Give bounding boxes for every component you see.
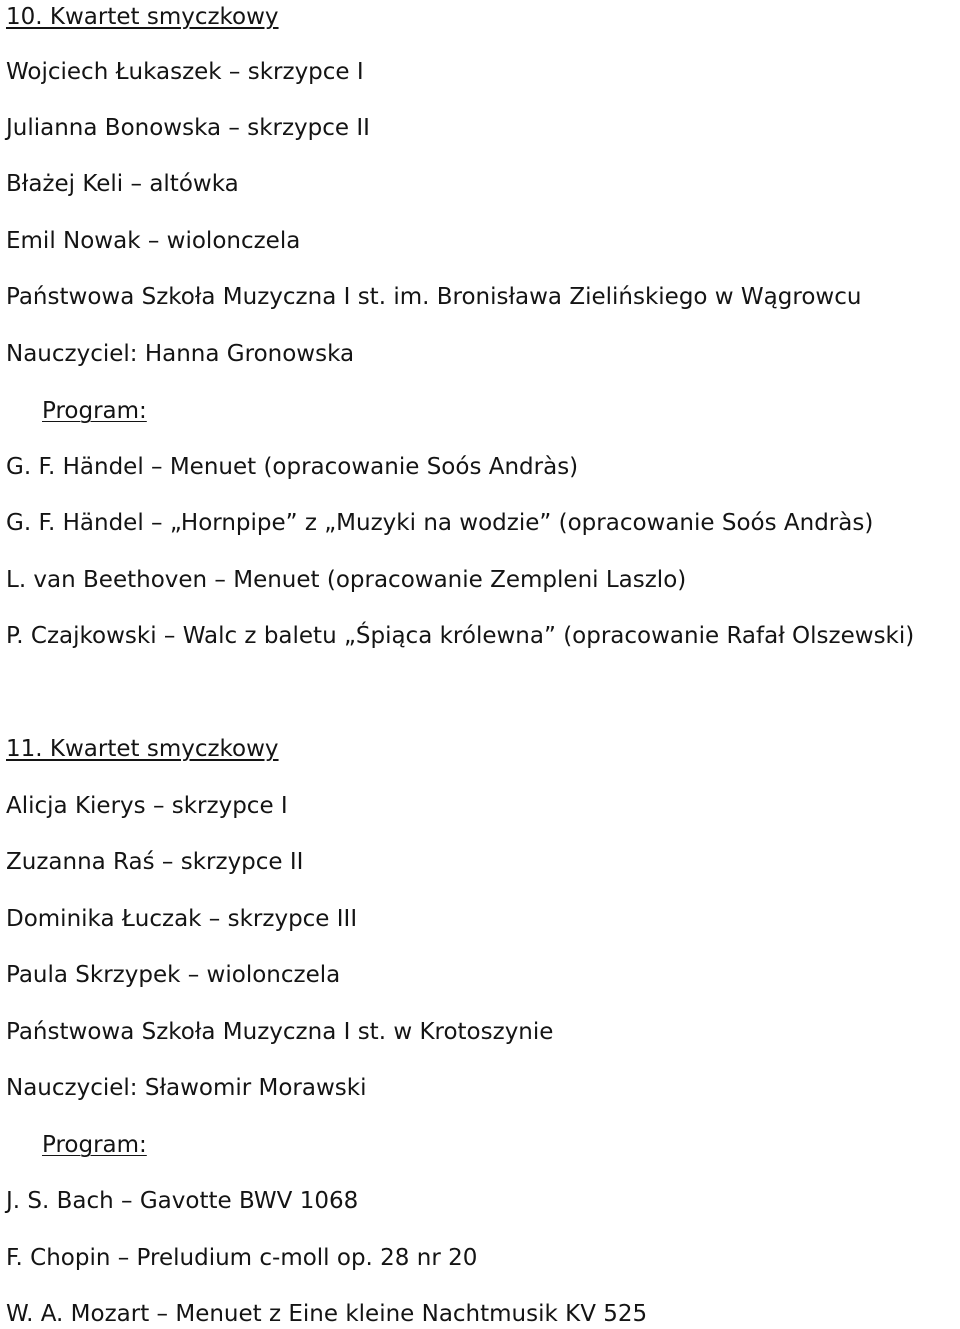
section-10-member-4: Emil Nowak – wiolonczela xyxy=(6,228,301,254)
section-11-member-2: Zuzanna Raś – skrzypce II xyxy=(6,849,304,875)
section-10-program-label: Program: xyxy=(42,398,147,424)
section-11-program-item-2: F. Chopin – Preludium c-moll op. 28 nr 20 xyxy=(6,1245,478,1271)
section-10-program-item-3: L. van Beethoven – Menuet (opracowanie Zempleni Laszlo) xyxy=(6,567,687,593)
section-11-program-item-1: J. S. Bach – Gavotte BWV 1068 xyxy=(6,1188,359,1214)
section-10-program-item-4: P. Czajkowski – Walc z baletu „Śpiąca królewna” (opracowanie Rafał Olszewski) xyxy=(6,623,915,649)
section-11-program-item-3: W. A. Mozart – Menuet z Eine kleine Nachtmusik KV 525 xyxy=(6,1301,648,1327)
section-10-program-item-2: G. F. Händel – „Hornpipe” z „Muzyki na wodzie” (opracowanie Soós Andràs) xyxy=(6,510,874,536)
section-11-school: Państwowa Szkoła Muzyczna I st. w Krotoszynie xyxy=(6,1019,554,1045)
section-10-program-item-1: G. F. Händel – Menuet (opracowanie Soós Andràs) xyxy=(6,454,579,480)
section-10-teacher: Nauczyciel: Hanna Gronowska xyxy=(6,341,355,367)
section-10-heading: 10. Kwartet smyczkowy xyxy=(6,4,279,30)
section-10-member-2: Julianna Bonowska – skrzypce II xyxy=(6,115,370,141)
section-11-program-label: Program: xyxy=(42,1132,147,1158)
section-10-member-3: Błażej Keli – altówka xyxy=(6,171,239,197)
section-11-member-1: Alicja Kierys – skrzypce I xyxy=(6,793,288,819)
section-11-member-4: Paula Skrzypek – wiolonczela xyxy=(6,962,341,988)
section-11-member-3: Dominika Łuczak – skrzypce III xyxy=(6,906,358,932)
section-11-teacher: Nauczyciel: Sławomir Morawski xyxy=(6,1075,367,1101)
section-10-school: Państwowa Szkoła Muzyczna I st. im. Bronisława Zielińskiego w Wągrowcu xyxy=(6,284,862,310)
section-11-heading: 11. Kwartet smyczkowy xyxy=(6,736,279,762)
section-10-member-1: Wojciech Łukaszek – skrzypce I xyxy=(6,59,364,85)
